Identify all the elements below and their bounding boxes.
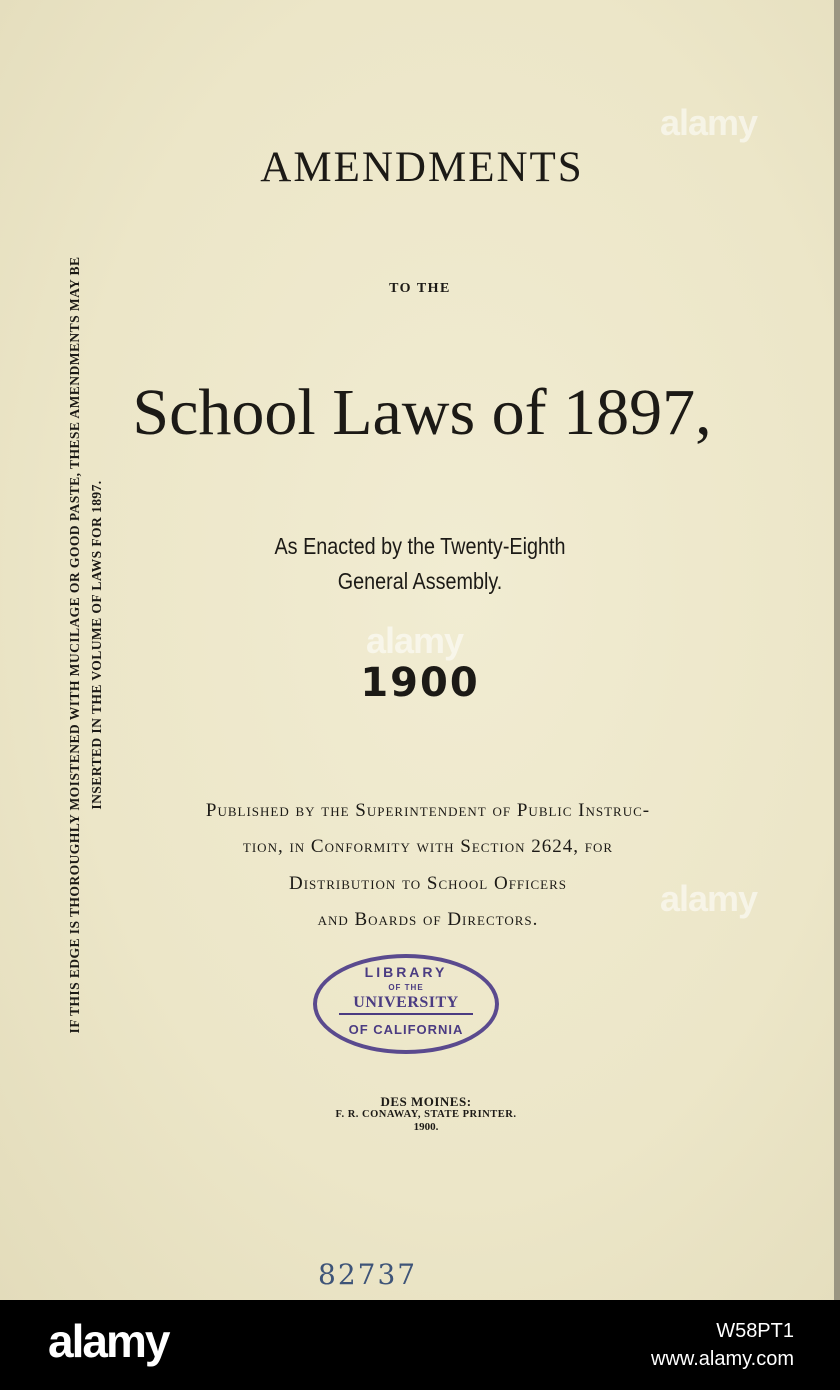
published-line-4: and Boards of Directors. — [317, 909, 539, 930]
stamp-line-1: LIBRARY — [364, 964, 448, 980]
side-note-line-2: INSERTED IN THE VOLUME OF LAWS FOR 1897. — [89, 480, 104, 810]
stamp-line-4: OF CALIFORNIA — [348, 1022, 464, 1037]
published-line-1: Published by the Superintendent of Public Instruc- — [205, 800, 651, 821]
alamy-url: www.alamy.com — [651, 1348, 794, 1370]
imprint-printer: F. R. CONAWAY, STATE PRINTER. — [335, 1109, 517, 1120]
watermark-middle: alamy — [366, 620, 464, 661]
enacted-line-2: General Assembly. — [337, 568, 503, 594]
watermark-right: alamy — [660, 878, 758, 919]
imprint-city: DES MOINES: — [380, 1094, 472, 1109]
watermark-top-right: alamy — [660, 102, 758, 143]
stamp-line-2: OF THE — [388, 983, 424, 992]
library-stamp — [313, 954, 499, 1054]
published-line-2: tion, in Conformity with Section 2624, for — [242, 836, 614, 857]
stamp-rule — [339, 1013, 473, 1015]
stock-footer-bar — [0, 1300, 840, 1390]
image-id: W58PT1 — [716, 1320, 794, 1342]
main-title: School Laws of 1897, — [132, 376, 712, 449]
side-note-line-1: IF THIS EDGE IS THOROUGHLY MOISTENED WITH MUCILAGE OR GOOD PASTE, THESE AMENDMENTS MAY BE — [67, 256, 82, 1034]
enacted-line-1: As Enacted by the Twenty-Eighth — [274, 533, 566, 559]
published-line-3: Distribution to School Officers — [288, 873, 568, 894]
subtitle-to-the: TO THE — [389, 281, 451, 296]
stamp-line-3: UNIVERSITY — [353, 994, 459, 1011]
accession-number: 82737 — [318, 1258, 418, 1291]
year-heading: 1900 — [360, 660, 480, 706]
imprint-year: 1900. — [413, 1121, 439, 1133]
alamy-logo: alamy — [48, 1315, 169, 1367]
title-amendments: AMENDMENTS — [260, 144, 584, 191]
